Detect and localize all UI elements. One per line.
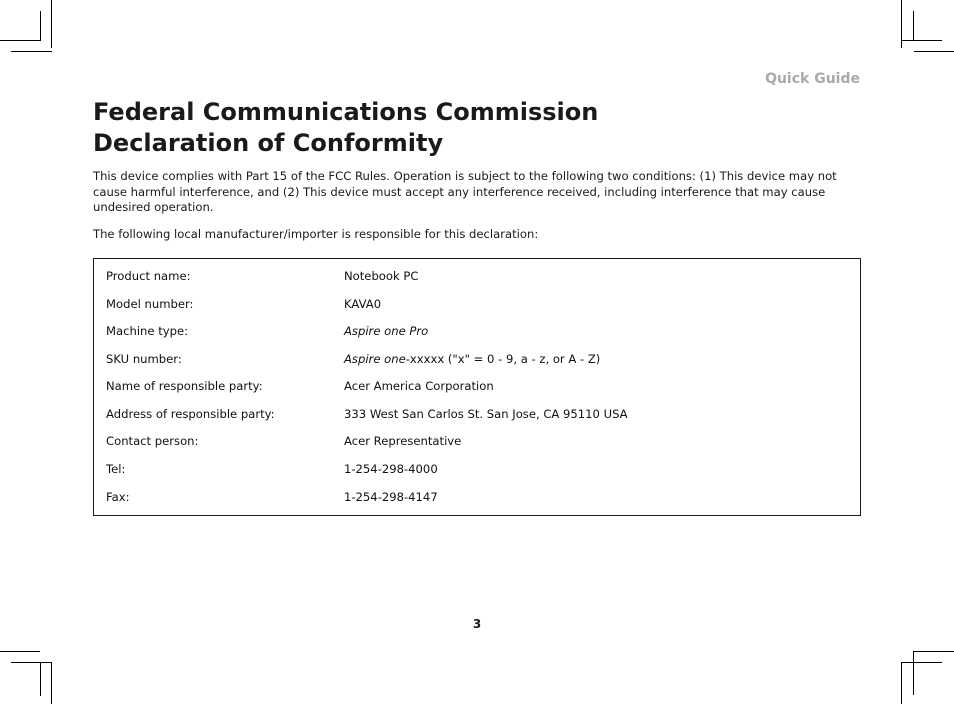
declaration-row [106, 321, 852, 341]
row-value: 1-254-298-4000 [344, 462, 438, 476]
crop-mark-top-right-corner-h [901, 40, 942, 41]
crop-mark-bottom-left-horizontal [0, 651, 40, 652]
responsible-paragraph: The following local manufacturer/importer is responsible for this declaration: [93, 227, 539, 241]
page-title-line-2: Declaration of Conformity [93, 129, 444, 157]
row-label: Fax: [106, 490, 130, 504]
crop-mark-top-left-horizontal [0, 40, 40, 41]
crop-mark-bottom-right-horizontal [914, 651, 954, 652]
page-title [93, 97, 793, 159]
row-label: Contact person: [106, 434, 199, 448]
row-value: Notebook PC [344, 269, 419, 283]
row-value [344, 349, 600, 369]
declaration-row [106, 431, 852, 451]
row-label: Name of responsible party: [106, 379, 263, 393]
page-number: 3 [472, 617, 482, 631]
crop-mark-top-left-corner-h [11, 51, 52, 52]
crop-mark-bottom-left-vertical [51, 662, 52, 704]
row-value: KAVA0 [344, 297, 382, 311]
running-header: Quick Guide [765, 71, 860, 87]
row-label: Address of responsible party: [106, 407, 275, 421]
crop-mark-bottom-right-corner-v [913, 651, 914, 695]
row-label: Tel: [106, 462, 126, 476]
declaration-row [106, 376, 852, 396]
row-label: Machine type: [106, 324, 189, 338]
crop-mark-top-right-corner-v [913, 11, 914, 41]
row-value: 333 West San Carlos St. San Jose, CA 95110 USA [344, 407, 628, 421]
row-label: Product name: [106, 269, 191, 283]
page-title-line-1: Federal Communications Commission [93, 98, 599, 126]
declaration-row [106, 294, 852, 314]
row-value: 1-254-298-4147 [344, 490, 438, 504]
row-value-italic: Aspire one [344, 352, 406, 366]
crop-mark-top-right-horizontal [914, 51, 954, 52]
declaration-row [106, 404, 852, 424]
intro-paragraph: This device complies with Part 15 of the FCC Rules. Operation is subject to the following two conditions: (1) This device may not cause harmful interference, and (2) This device must accept any interference received, including interference that may cause undesired operation. [93, 169, 837, 214]
declaration-row [106, 349, 852, 369]
row-label: SKU number: [106, 352, 182, 366]
declaration-row [106, 266, 852, 286]
crop-mark-top-left-vertical [51, 0, 52, 48]
crop-mark-bottom-left-corner-h [11, 662, 52, 663]
row-value: Aspire one Pro [344, 324, 429, 338]
declaration-row [106, 487, 852, 507]
row-label: Model number: [106, 297, 194, 311]
crop-mark-bottom-left-corner-v [40, 662, 41, 696]
crop-mark-top-left-corner-v [40, 11, 41, 41]
crop-mark-bottom-right-corner-h [901, 662, 942, 663]
declaration-row [106, 459, 852, 479]
row-value: Acer America Corporation [344, 379, 494, 393]
row-value: Acer Representative [344, 434, 462, 448]
crop-mark-bottom-right-vertical [901, 662, 902, 704]
row-value-rest: -xxxxx ("x" = 0 - 9, a - z, or A - Z) [405, 352, 601, 366]
declaration-table [93, 258, 861, 516]
